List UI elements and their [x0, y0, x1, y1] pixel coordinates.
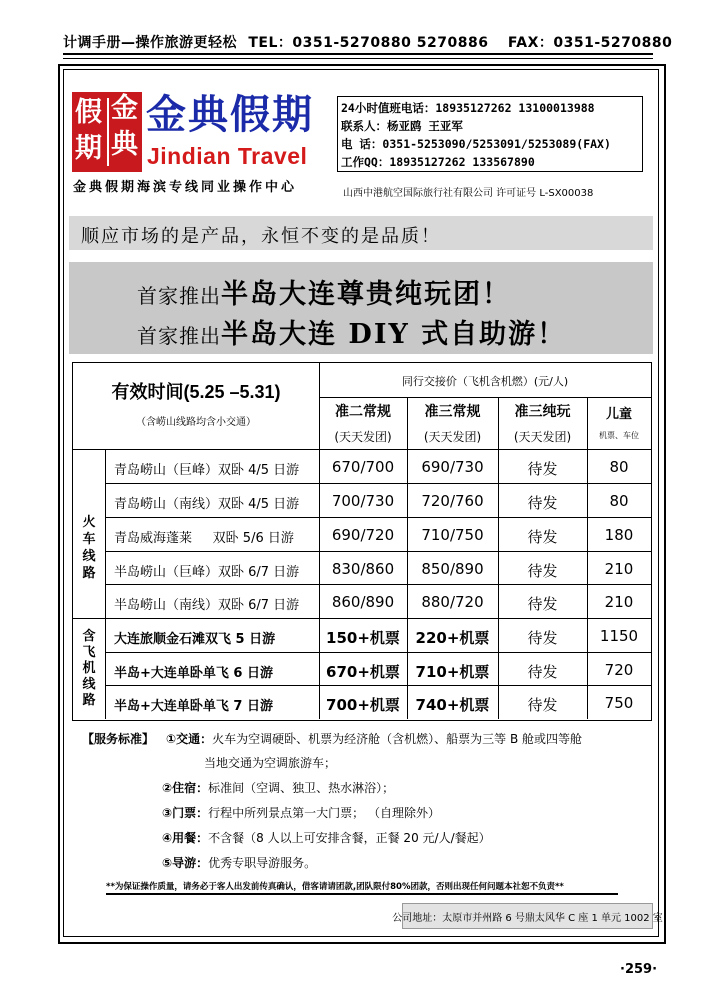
- route-name: 青岛崂山（巨峰）双卧 4/5 日游: [114, 463, 300, 478]
- service-label: ②住宿：: [162, 781, 209, 795]
- service-text: 火车为空调硬卧、机票为经济舱（含机燃）、船票为三等 B 舱或四等舱: [212, 732, 583, 746]
- service-text: 优秀专职导游服务。: [208, 856, 317, 870]
- brand-name-en: Jindian Travel: [147, 143, 308, 169]
- service-title: 【服务标准】: [82, 732, 155, 746]
- route-name: 大连旅顺金石滩双飞 5 日游: [114, 632, 276, 647]
- child-price: 720: [604, 661, 634, 679]
- group-label: 含飞机线路: [82, 629, 96, 708]
- brand-logo: [72, 92, 142, 172]
- header-rule: [63, 53, 653, 59]
- brand-name-cn: 金典假期: [146, 91, 314, 138]
- service-item: [166, 730, 582, 747]
- child-price: 80: [609, 458, 629, 476]
- price-cell: 700/730: [331, 492, 395, 510]
- company-address: 公司地址：太原市并州路 6 号鼎太风华 C 座 1 单元 1002 室: [402, 903, 653, 929]
- status-cell: 待发: [527, 696, 558, 714]
- price-cell: 690/730: [421, 458, 484, 476]
- service-item: [162, 854, 316, 871]
- status-cell: 待发: [527, 595, 558, 613]
- header-title: 计调手册—操作旅游更轻松: [63, 35, 237, 51]
- price-cell: 830/860: [331, 560, 395, 578]
- price-cell: 850/890: [421, 560, 484, 578]
- column-subheader: (天天发团): [513, 429, 572, 444]
- child-price: 210: [604, 593, 634, 611]
- column-header: 准三常规: [424, 404, 481, 420]
- service-text: 不含餐（8 人以上可安排含餐，正餐 20 元/人/餐起）: [208, 831, 491, 845]
- service-item: [162, 829, 491, 846]
- logo-char: 典: [111, 129, 138, 160]
- running-header: [63, 32, 673, 52]
- route-name: 半岛+大连单卧单飞 7 日游: [114, 699, 273, 714]
- child-subheader: 机票、车位: [599, 430, 639, 440]
- contact-hotline: 24小时值班电话：18935127262 13100013988: [341, 101, 595, 115]
- group-label: 火车线路: [82, 515, 96, 581]
- status-cell: 待发: [527, 460, 558, 478]
- price-cell: 710/750: [421, 526, 484, 544]
- column-subheader: (天天发团): [423, 429, 482, 444]
- price-cell: 740+机票: [415, 696, 490, 714]
- price-cell: 670/700: [331, 458, 395, 476]
- status-cell: 待发: [527, 629, 558, 647]
- header-fax: FAX：0351-5270880: [507, 35, 673, 51]
- column-subheader: (天天发团): [334, 429, 392, 444]
- contact-persons: 联系人：杨亚鸥 王亚军: [341, 119, 463, 133]
- service-label: ⑤导游：: [162, 856, 209, 870]
- notice-rule: [106, 893, 618, 895]
- column-header: 准三纯玩: [514, 404, 571, 420]
- contact-box: [337, 96, 643, 172]
- slogan-bar: [69, 216, 653, 250]
- license-info: 山西中港航空国际旅行社有限公司 许可证号 L-SX00038: [343, 188, 594, 199]
- status-cell: 待发: [527, 528, 558, 546]
- page-number: ·259·: [620, 962, 658, 977]
- logo-char: 假: [75, 97, 102, 128]
- validity-note: （含崂山线路均含小交通）: [136, 416, 256, 428]
- banner-prefix: 首家推出: [137, 284, 221, 308]
- child-price: 750: [604, 694, 634, 712]
- validity-period: 有效时间(5.25 –5.31): [111, 382, 281, 402]
- price-cell: 690/720: [331, 526, 395, 544]
- price-cell: 880/720: [421, 593, 484, 611]
- service-label: ①交通：: [166, 732, 213, 746]
- price-cell: 710+机票: [415, 663, 490, 681]
- service-item: [162, 804, 440, 821]
- contact-phone: 电 话：0351-5253090/5253091/5253089(FAX): [341, 137, 611, 151]
- service-item: [162, 779, 394, 796]
- service-text: 标准间（空调、独卫、热水淋浴）；: [208, 781, 395, 795]
- service-label: ④用餐：: [162, 831, 209, 845]
- price-cell: 720/760: [421, 492, 484, 510]
- price-cell: 150+机票: [326, 629, 400, 647]
- price-cell: 860/890: [331, 593, 395, 611]
- route-name: 半岛崂山（巨峰）双卧 6/7 日游: [114, 565, 300, 580]
- banner-line-2: [137, 312, 566, 351]
- brand-subtitle: 金典假期海滨专线同业操作中心: [73, 180, 298, 195]
- slogan-text: 顺应市场的是产品，永恒不变的是品质！: [81, 226, 441, 247]
- banner-line-1: [137, 272, 511, 311]
- price-table: [72, 362, 652, 721]
- service-item: [204, 754, 336, 771]
- route-name: 半岛+大连单卧单飞 6 日游: [114, 666, 273, 681]
- service-text: 行程中所列景点第一大门票； （自理除外）: [208, 806, 440, 820]
- column-header: 准二常规: [335, 404, 391, 420]
- service-label: ③门票：: [162, 806, 209, 820]
- status-cell: 待发: [527, 663, 558, 681]
- price-header: 同行交接价（飞机含机燃）(元/人): [401, 375, 569, 388]
- child-header: 儿童: [605, 406, 632, 422]
- child-price: 80: [609, 492, 629, 510]
- logo-divider: [107, 98, 109, 166]
- banner-headline: 半岛大连尊贵纯玩团！: [221, 279, 511, 310]
- child-price: 1150: [599, 627, 639, 645]
- child-price: 180: [604, 526, 634, 544]
- promo-banner: [69, 262, 653, 354]
- banner-headline: 半岛大连 DIY 式自助游！: [221, 319, 567, 350]
- status-cell: 待发: [527, 562, 558, 580]
- child-price: 210: [604, 560, 634, 578]
- logo-char: 金: [111, 93, 138, 124]
- logo-char: 期: [75, 133, 102, 164]
- service-text: 当地交通为空调旅游车；: [204, 756, 337, 770]
- route-name: 青岛崂山（南线）双卧 4/5 日游: [114, 497, 300, 512]
- price-cell: 670+机票: [326, 663, 400, 681]
- route-name: 青岛威海蓬莱 双卧 5/6 日游: [114, 531, 294, 546]
- booking-notice: **为保证操作质量，请务必于客人出发前传真确认，借客请请团款,团队限付80%团款，否则出现任何问题本社恕不负责**: [106, 882, 564, 892]
- price-cell: 220+机票: [415, 629, 490, 647]
- price-cell: 700+机票: [326, 696, 400, 714]
- banner-prefix: 首家推出: [137, 324, 221, 348]
- status-cell: 待发: [527, 494, 558, 512]
- route-name: 半岛崂山（南线）双卧 6/7 日游: [114, 598, 300, 613]
- contact-qq: 工作QQ：18935127262 133567890: [341, 155, 535, 169]
- header-tel: TEL：0351-5270880 5270886: [248, 35, 489, 51]
